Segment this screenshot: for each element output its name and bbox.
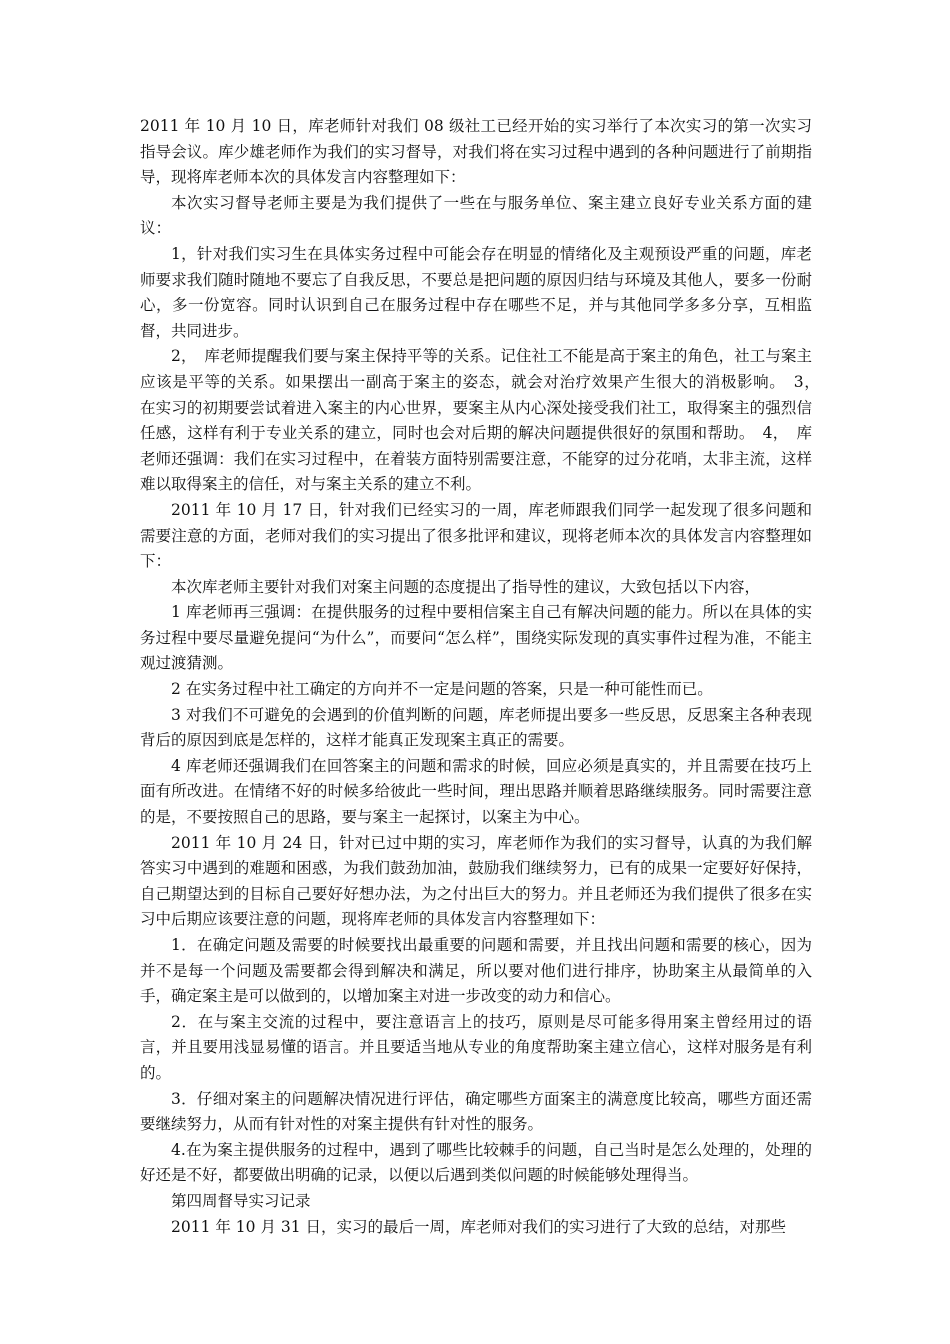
paragraph-item-2-direction: 2 在实务过程中社工确定的方向并不一定是问题的答案，只是一种可能性而已。 xyxy=(171,680,713,699)
paragraph-point-1-reflection: 1，针对我们实习生在具体实务过程中可能会存在明显的情绪化及主观预设严重的问题，库老师要求我们随时随地不要忘了自我反思，不要总是把问题的原因归结与环境及其他人，要多一份耐心，多一份宽容。同时认识到自己在服务过程中存在哪些不足，并与其他同学多多分享，互相监督，共同进步。 xyxy=(140,244,812,340)
paragraph-step-1-priorities: 1．在确定问题及需要的时候要找出最重要的问题和需要，并且找出问题和需要的核心，因为并不是每一个问题及需要都会得到解决和满足，所以要对他们进行排序，协助案主从最简单的入手，确定案主是可以做到的，以增加案主对进一步改变的动力和信心。 xyxy=(140,936,812,1006)
paragraph-item-4-response: 4 库老师还强调我们在回答案主的问题和需求的时候，回应必须是真实的，并且需要在技巧上面有所改进。在情绪不好的时候多给彼此一些时间，理出思路并顺着思路继续服务。同时需要注意的是，不要按照自己的思路，要与案主一起探讨，以案主为中心。 xyxy=(140,756,812,827)
paragraph-meeting-oct-10: 2011 年 10 月 10 日，库老师针对我们 08 级社工已经开始的实习举行了本次实习的第一次实习指导会议。库少雄老师作为我们的实习督导，对我们将在实习过程中遇到的各种问题进行了前期指导，现将库老师本次的具体发言内容整理如下： xyxy=(140,117,812,187)
paragraph-meeting-oct-31: 2011 年 10 月 31 日，实习的最后一周，库老师对我们的实习进行了大致的总结，对那些 xyxy=(171,1217,787,1236)
paragraph-meeting-oct-17: 2011 年 10 月 17 日，针对我们已经实习的一周，库老师跟我们同学一起发现了很多问题和需要注意的方面，老师对我们的实习提出了很多批评和建议，现将老师本次的具体发言内容整理如下： xyxy=(140,500,812,571)
section-heading-week-4: 第四周督导实习记录 xyxy=(171,1191,311,1210)
paragraph-item-3-value-judgement: 3 对我们不可避免的会遇到的价值判断的问题，库老师提出要多一些反思，反思案主各种表现背后的原因到底是怎样的，这样才能真正发现案主真正的需要。 xyxy=(140,705,812,750)
paragraph-step-3-evaluation: 3．仔细对案主的问题解决情况进行评估，确定哪些方面案主的满意度比较高，哪些方面还需要继续努力，从而有针对性的对案主提供有针对性的服务。 xyxy=(140,1089,812,1134)
paragraph-meeting-oct-24: 2011 年 10 月 24 日，针对已过中期的实习，库老师作为我们的实习督导，认真的为我们解答实习中遇到的难题和困惑，为我们鼓劲加油，鼓励我们继续努力，已有的成果一定要好好保持，自己期望达到的目标自己要好好想办法，为之付出巨大的努力。并且老师还为我们提供了很多在实习中后期应该要注意的问题，现将库老师的具体发言内容整理如下： xyxy=(140,833,812,929)
paragraph-step-2-language: 2．在与案主交流的过程中，要注意语言上的技巧，原则是尽可能多得用案主曾经用过的语言，并且要用浅显易懂的语言。并且要适当地从专业的角度帮助案主建立信心，这样对服务是有利的。 xyxy=(140,1012,812,1082)
paragraph-step-4-records: 4.在为案主提供服务的过程中，遇到了哪些比较棘手的问题，自己当时是怎么处理的，处理的好还是不好，都要做出明确的记录，以便以后遇到类似问题的时候能够处理得当。 xyxy=(140,1140,812,1185)
paragraph-supervision-intro: 本次实习督导老师主要是为我们提供了一些在与服务单位、案主建立良好专业关系方面的建议： xyxy=(140,193,812,238)
document-body xyxy=(140,114,828,1240)
paragraph-item-1-trust-client: 1 库老师再三强调：在提供服务的过程中要相信案主自己有解决问题的能力。所以在具体的实务过程中要尽量避免提问“为什么”，而要问“怎么样”，围绕实际发现的真实事件过程为准，不能主观过渡猜测。 xyxy=(140,603,812,673)
paragraph-attitude-intro: 本次库老师主要针对我们对案主问题的态度提出了指导性的建议，大致包括以下内容， xyxy=(171,577,761,596)
paragraph-points-2-4-relationship: 2， 库老师提醒我们要与案主保持平等的关系。记住社工不能是高于案主的角色，社工与案主应该是平等的关系。如果摆出一副高于案主的姿态，就会对治疗效果产生很大的消极影响。 3， 在实习的初期要尝试着进入案主的内心世界，要案主从内心深处接受我们社工，取得案主的强烈信任感，这样有利于专业关系的建立，同时也会对后期的解决问题提供很好的氛围和帮助。 4， 库老师还强调：我们在实习过程中，在着装方面特别需要注意，不能穿的过分花哨，太非主流，这样难以取得案主的信任，对与案主关系的建立不利。 xyxy=(140,347,828,494)
